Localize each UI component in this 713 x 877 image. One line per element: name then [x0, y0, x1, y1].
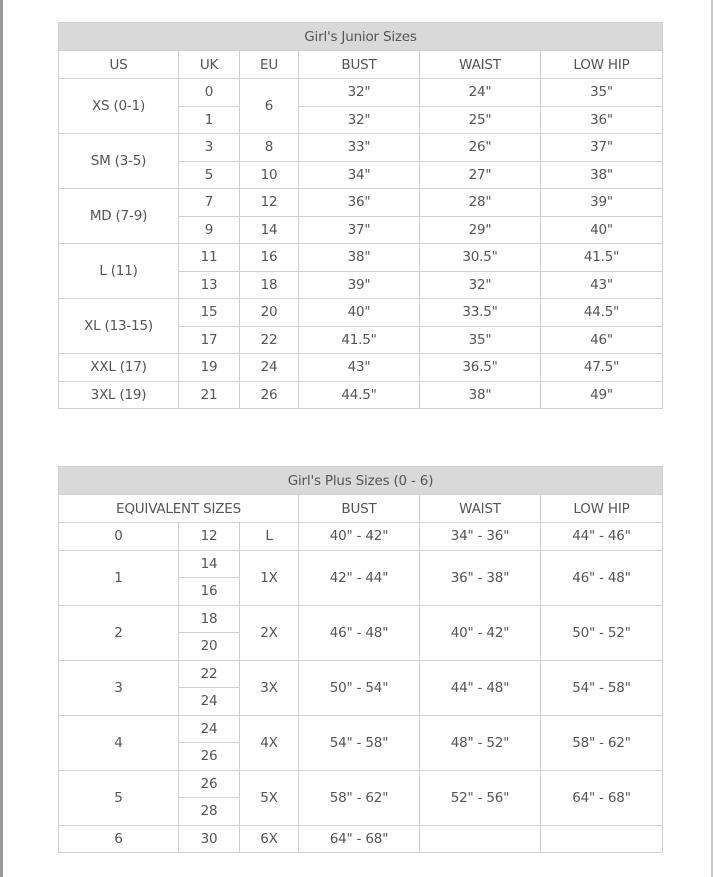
table-row — [59, 770, 663, 798]
table-row — [59, 354, 663, 382]
waist-cell: 32" — [420, 271, 541, 299]
low-hip-cell: 44.5" — [541, 299, 663, 327]
eu-size-cell: 10 — [240, 161, 299, 189]
waist-cell: 28" — [420, 189, 541, 217]
header-waist: WAIST — [420, 51, 541, 79]
plus-size-table — [58, 466, 663, 853]
us-size-cell: 3XL (19) — [59, 381, 179, 409]
letter-size-cell: 4X — [240, 715, 299, 770]
waist-cell: 25" — [420, 106, 541, 134]
left-edge-divider — [0, 0, 3, 877]
eu-size-cell: 26 — [240, 381, 299, 409]
table-row — [59, 715, 663, 743]
letter-size-cell: 5X — [240, 770, 299, 825]
low-hip-cell: 35" — [541, 79, 663, 107]
us-size-cell: 0 — [59, 523, 179, 551]
uk-size-cell: 16 — [179, 578, 240, 606]
low-hip-cell — [541, 825, 663, 853]
header-low-hip: LOW HIP — [541, 51, 663, 79]
low-hip-cell: 41.5" — [541, 244, 663, 272]
bust-cell: 40" - 42" — [299, 523, 420, 551]
low-hip-cell: 64" - 68" — [541, 770, 663, 825]
table-row — [59, 605, 663, 633]
eu-size-cell: 22 — [240, 326, 299, 354]
waist-cell: 24" — [420, 79, 541, 107]
table-row — [59, 244, 663, 272]
waist-cell: 52" - 56" — [420, 770, 541, 825]
junior-size-table — [58, 22, 663, 409]
us-size-cell: 5 — [59, 770, 179, 825]
bust-cell: 33" — [299, 134, 420, 162]
header-uk: UK — [179, 51, 240, 79]
eu-size-cell: 20 — [240, 299, 299, 327]
header-waist: WAIST — [420, 495, 541, 523]
table-row — [59, 550, 663, 578]
uk-size-cell: 3 — [179, 134, 240, 162]
uk-size-cell: 20 — [179, 633, 240, 661]
uk-size-cell: 18 — [179, 605, 240, 633]
table-row — [59, 134, 663, 162]
us-size-cell: MD (7-9) — [59, 189, 179, 244]
uk-size-cell: 5 — [179, 161, 240, 189]
header-bust: BUST — [299, 51, 420, 79]
waist-cell: 36" - 38" — [420, 550, 541, 605]
low-hip-cell: 46" — [541, 326, 663, 354]
eu-size-cell: 16 — [240, 244, 299, 272]
low-hip-cell: 43" — [541, 271, 663, 299]
waist-cell: 38" — [420, 381, 541, 409]
low-hip-cell: 47.5" — [541, 354, 663, 382]
header-low-hip: LOW HIP — [541, 495, 663, 523]
us-size-cell: 1 — [59, 550, 179, 605]
eu-size-cell: 14 — [240, 216, 299, 244]
low-hip-cell: 36" — [541, 106, 663, 134]
bust-cell: 44.5" — [299, 381, 420, 409]
letter-size-cell: 3X — [240, 660, 299, 715]
low-hip-cell: 46" - 48" — [541, 550, 663, 605]
low-hip-cell: 38" — [541, 161, 663, 189]
uk-size-cell: 15 — [179, 299, 240, 327]
header-us: US — [59, 51, 179, 79]
us-size-cell: 6 — [59, 825, 179, 853]
uk-size-cell: 30 — [179, 825, 240, 853]
us-size-cell: 3 — [59, 660, 179, 715]
waist-cell — [420, 825, 541, 853]
bust-cell: 34" — [299, 161, 420, 189]
uk-size-cell: 24 — [179, 715, 240, 743]
junior-table-title: Girl's Junior Sizes — [59, 23, 663, 51]
waist-cell: 26" — [420, 134, 541, 162]
waist-cell: 44" - 48" — [420, 660, 541, 715]
low-hip-cell: 44" - 46" — [541, 523, 663, 551]
uk-size-cell: 11 — [179, 244, 240, 272]
uk-size-cell: 19 — [179, 354, 240, 382]
letter-size-cell: 2X — [240, 605, 299, 660]
low-hip-cell: 54" - 58" — [541, 660, 663, 715]
waist-cell: 33.5" — [420, 299, 541, 327]
eu-size-cell: 24 — [240, 354, 299, 382]
letter-size-cell: 6X — [240, 825, 299, 853]
header-eu: EU — [240, 51, 299, 79]
waist-cell: 29" — [420, 216, 541, 244]
letter-size-cell: L — [240, 523, 299, 551]
bust-cell: 64" - 68" — [299, 825, 420, 853]
bust-cell: 54" - 58" — [299, 715, 420, 770]
bust-cell: 32" — [299, 106, 420, 134]
low-hip-cell: 39" — [541, 189, 663, 217]
uk-size-cell: 0 — [179, 79, 240, 107]
table-row — [59, 79, 663, 107]
table-row — [59, 825, 663, 853]
uk-size-cell: 26 — [179, 743, 240, 771]
table-row — [59, 299, 663, 327]
uk-size-cell: 14 — [179, 550, 240, 578]
bust-cell: 42" - 44" — [299, 550, 420, 605]
plus-table-title: Girl's Plus Sizes (0 - 6) — [59, 467, 663, 495]
eu-size-cell: 12 — [240, 189, 299, 217]
uk-size-cell: 17 — [179, 326, 240, 354]
uk-size-cell: 13 — [179, 271, 240, 299]
waist-cell: 35" — [420, 326, 541, 354]
bust-cell: 46" - 48" — [299, 605, 420, 660]
us-size-cell: L (11) — [59, 244, 179, 299]
bust-cell: 37" — [299, 216, 420, 244]
letter-size-cell: 1X — [240, 550, 299, 605]
us-size-cell: 4 — [59, 715, 179, 770]
bust-cell: 39" — [299, 271, 420, 299]
uk-size-cell: 26 — [179, 770, 240, 798]
bust-cell: 36" — [299, 189, 420, 217]
waist-cell: 34" - 36" — [420, 523, 541, 551]
us-size-cell: 2 — [59, 605, 179, 660]
bust-cell: 58" - 62" — [299, 770, 420, 825]
low-hip-cell: 37" — [541, 134, 663, 162]
low-hip-cell: 49" — [541, 381, 663, 409]
uk-size-cell: 24 — [179, 688, 240, 716]
table-row — [59, 381, 663, 409]
table-row — [59, 523, 663, 551]
waist-cell: 30.5" — [420, 244, 541, 272]
us-size-cell: XS (0-1) — [59, 79, 179, 134]
waist-cell: 48" - 52" — [420, 715, 541, 770]
uk-size-cell: 7 — [179, 189, 240, 217]
low-hip-cell: 40" — [541, 216, 663, 244]
us-size-cell: XL (13-15) — [59, 299, 179, 354]
bust-cell: 41.5" — [299, 326, 420, 354]
bust-cell: 32" — [299, 79, 420, 107]
bust-cell: 40" — [299, 299, 420, 327]
bust-cell: 43" — [299, 354, 420, 382]
uk-size-cell: 1 — [179, 106, 240, 134]
low-hip-cell: 50" - 52" — [541, 605, 663, 660]
low-hip-cell: 58" - 62" — [541, 715, 663, 770]
eu-size-cell: 8 — [240, 134, 299, 162]
uk-size-cell: 12 — [179, 523, 240, 551]
us-size-cell: SM (3-5) — [59, 134, 179, 189]
header-equivalent-sizes: EQUIVALENT SIZES — [59, 495, 299, 523]
eu-size-cell: 18 — [240, 271, 299, 299]
eu-size-cell: 6 — [240, 79, 299, 134]
table-row — [59, 660, 663, 688]
uk-size-cell: 22 — [179, 660, 240, 688]
us-size-cell: XXL (17) — [59, 354, 179, 382]
waist-cell: 27" — [420, 161, 541, 189]
uk-size-cell: 9 — [179, 216, 240, 244]
bust-cell: 38" — [299, 244, 420, 272]
waist-cell: 40" - 42" — [420, 605, 541, 660]
uk-size-cell: 21 — [179, 381, 240, 409]
bust-cell: 50" - 54" — [299, 660, 420, 715]
waist-cell: 36.5" — [420, 354, 541, 382]
uk-size-cell: 28 — [179, 798, 240, 826]
header-bust: BUST — [299, 495, 420, 523]
table-row — [59, 189, 663, 217]
